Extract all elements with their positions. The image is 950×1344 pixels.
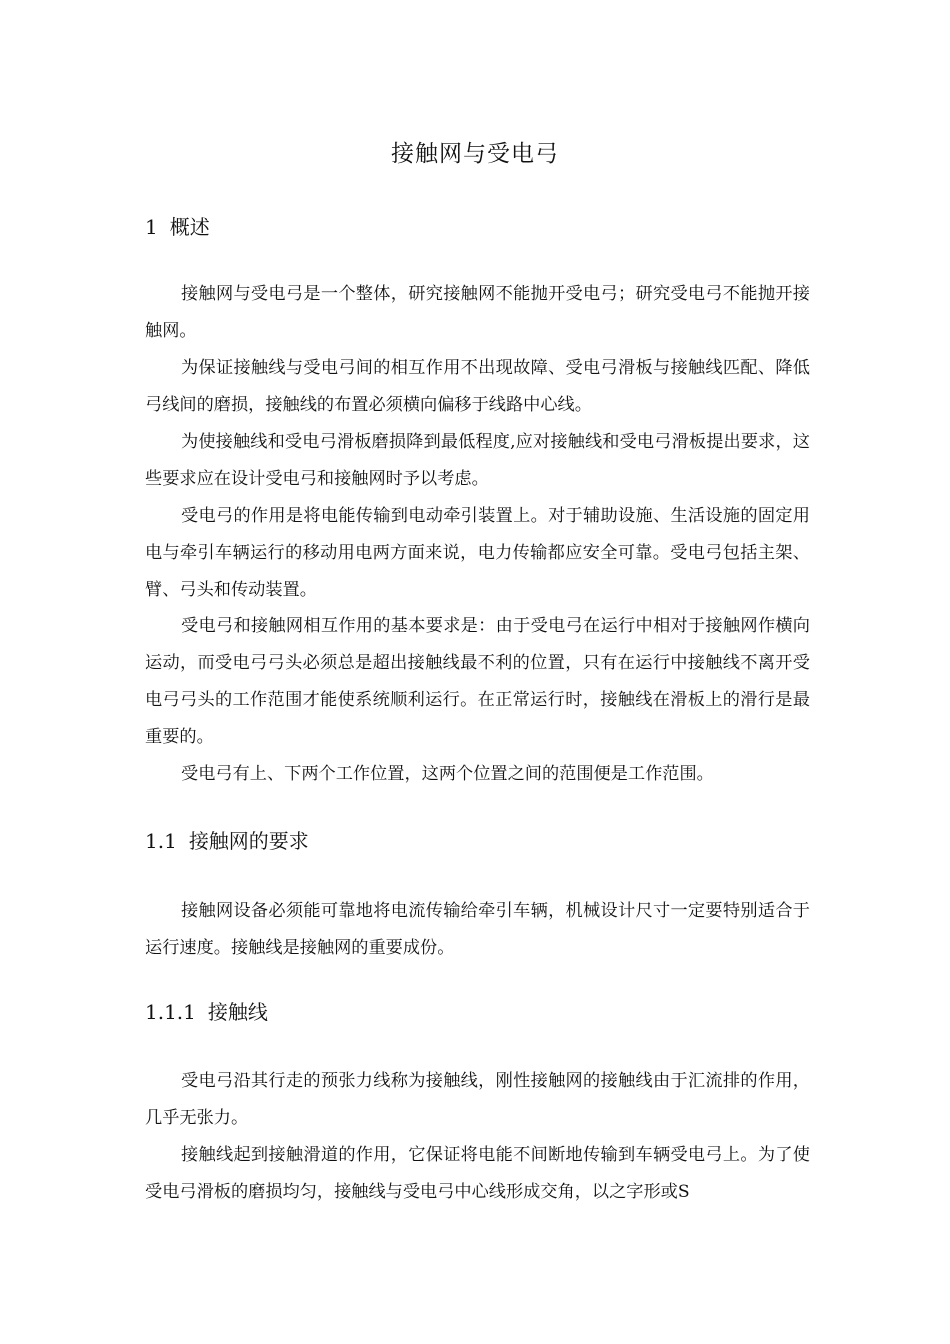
paragraph: 受电弓沿其行走的预张力线称为接触线，刚性接触网的接触线由于汇流排的作用，几乎无张力。 (145, 1071, 810, 1128)
section-1-1-1-number: 1.1.1 (145, 1000, 196, 1024)
paragraph: 为使接触线和受电弓滑板磨损降到最低程度,应对接触线和受电弓滑板提出要求，这些要求应在设计受电弓和接触网时予以考虑。 (145, 432, 810, 489)
section-1-number: 1 (145, 215, 158, 239)
section-1-1-title: 接触网的要求 (188, 829, 309, 853)
section-1-1-number: 1.1 (145, 829, 177, 853)
paragraph: 受电弓有上、下两个工作位置，这两个位置之间的范围便是工作范围。 (181, 764, 714, 784)
paragraph: 接触网设备必须能可靠地将电流传输给牵引车辆，机械设计尺寸一定要特别适合于运行速度。接触线是接触网的重要成份。 (145, 901, 810, 958)
paragraph: 受电弓和接触网相互作用的基本要求是：由于受电弓在运行中相对于接触网作横向运动，而受电弓弓头必须总是超出接触线最不利的位置，只有在运行中接触线不离开受电弓弓头的工作范围才能使系统顺利运行。在正常运行时，接触线在滑板上的滑行是最重要的。 (145, 616, 810, 747)
paragraph: 为保证接触线与受电弓间的相互作用不出现故障、受电弓滑板与接触线匹配、降低弓线间的磨损，接触线的布置必须横向偏移于线路中心线。 (145, 358, 810, 415)
section-1-1-1-heading (145, 997, 268, 1027)
section-1-title: 概述 (169, 215, 210, 239)
section-1-heading (145, 212, 210, 242)
section-1-1-1-title: 接触线 (207, 1000, 268, 1024)
document-title: 接触网与受电弓 (391, 141, 559, 167)
section-1-1-heading (145, 826, 309, 856)
paragraph: 接触线起到接触滑道的作用，它保证将电能不间断地传输到车辆受电弓上。为了使受电弓滑板的磨损均匀，接触线与受电弓中心线形成交角，以之字形或S (145, 1145, 810, 1202)
paragraph: 接触网与受电弓是一个整体，研究接触网不能抛开受电弓；研究受电弓不能抛开接触网。 (145, 284, 810, 341)
paragraph: 受电弓的作用是将电能传输到电动牵引装置上。对于辅助设施、生活设施的固定用电与牵引车辆运行的移动用电两方面来说，电力传输都应安全可靠。受电弓包括主架、臂、弓头和传动装置。 (145, 506, 810, 600)
